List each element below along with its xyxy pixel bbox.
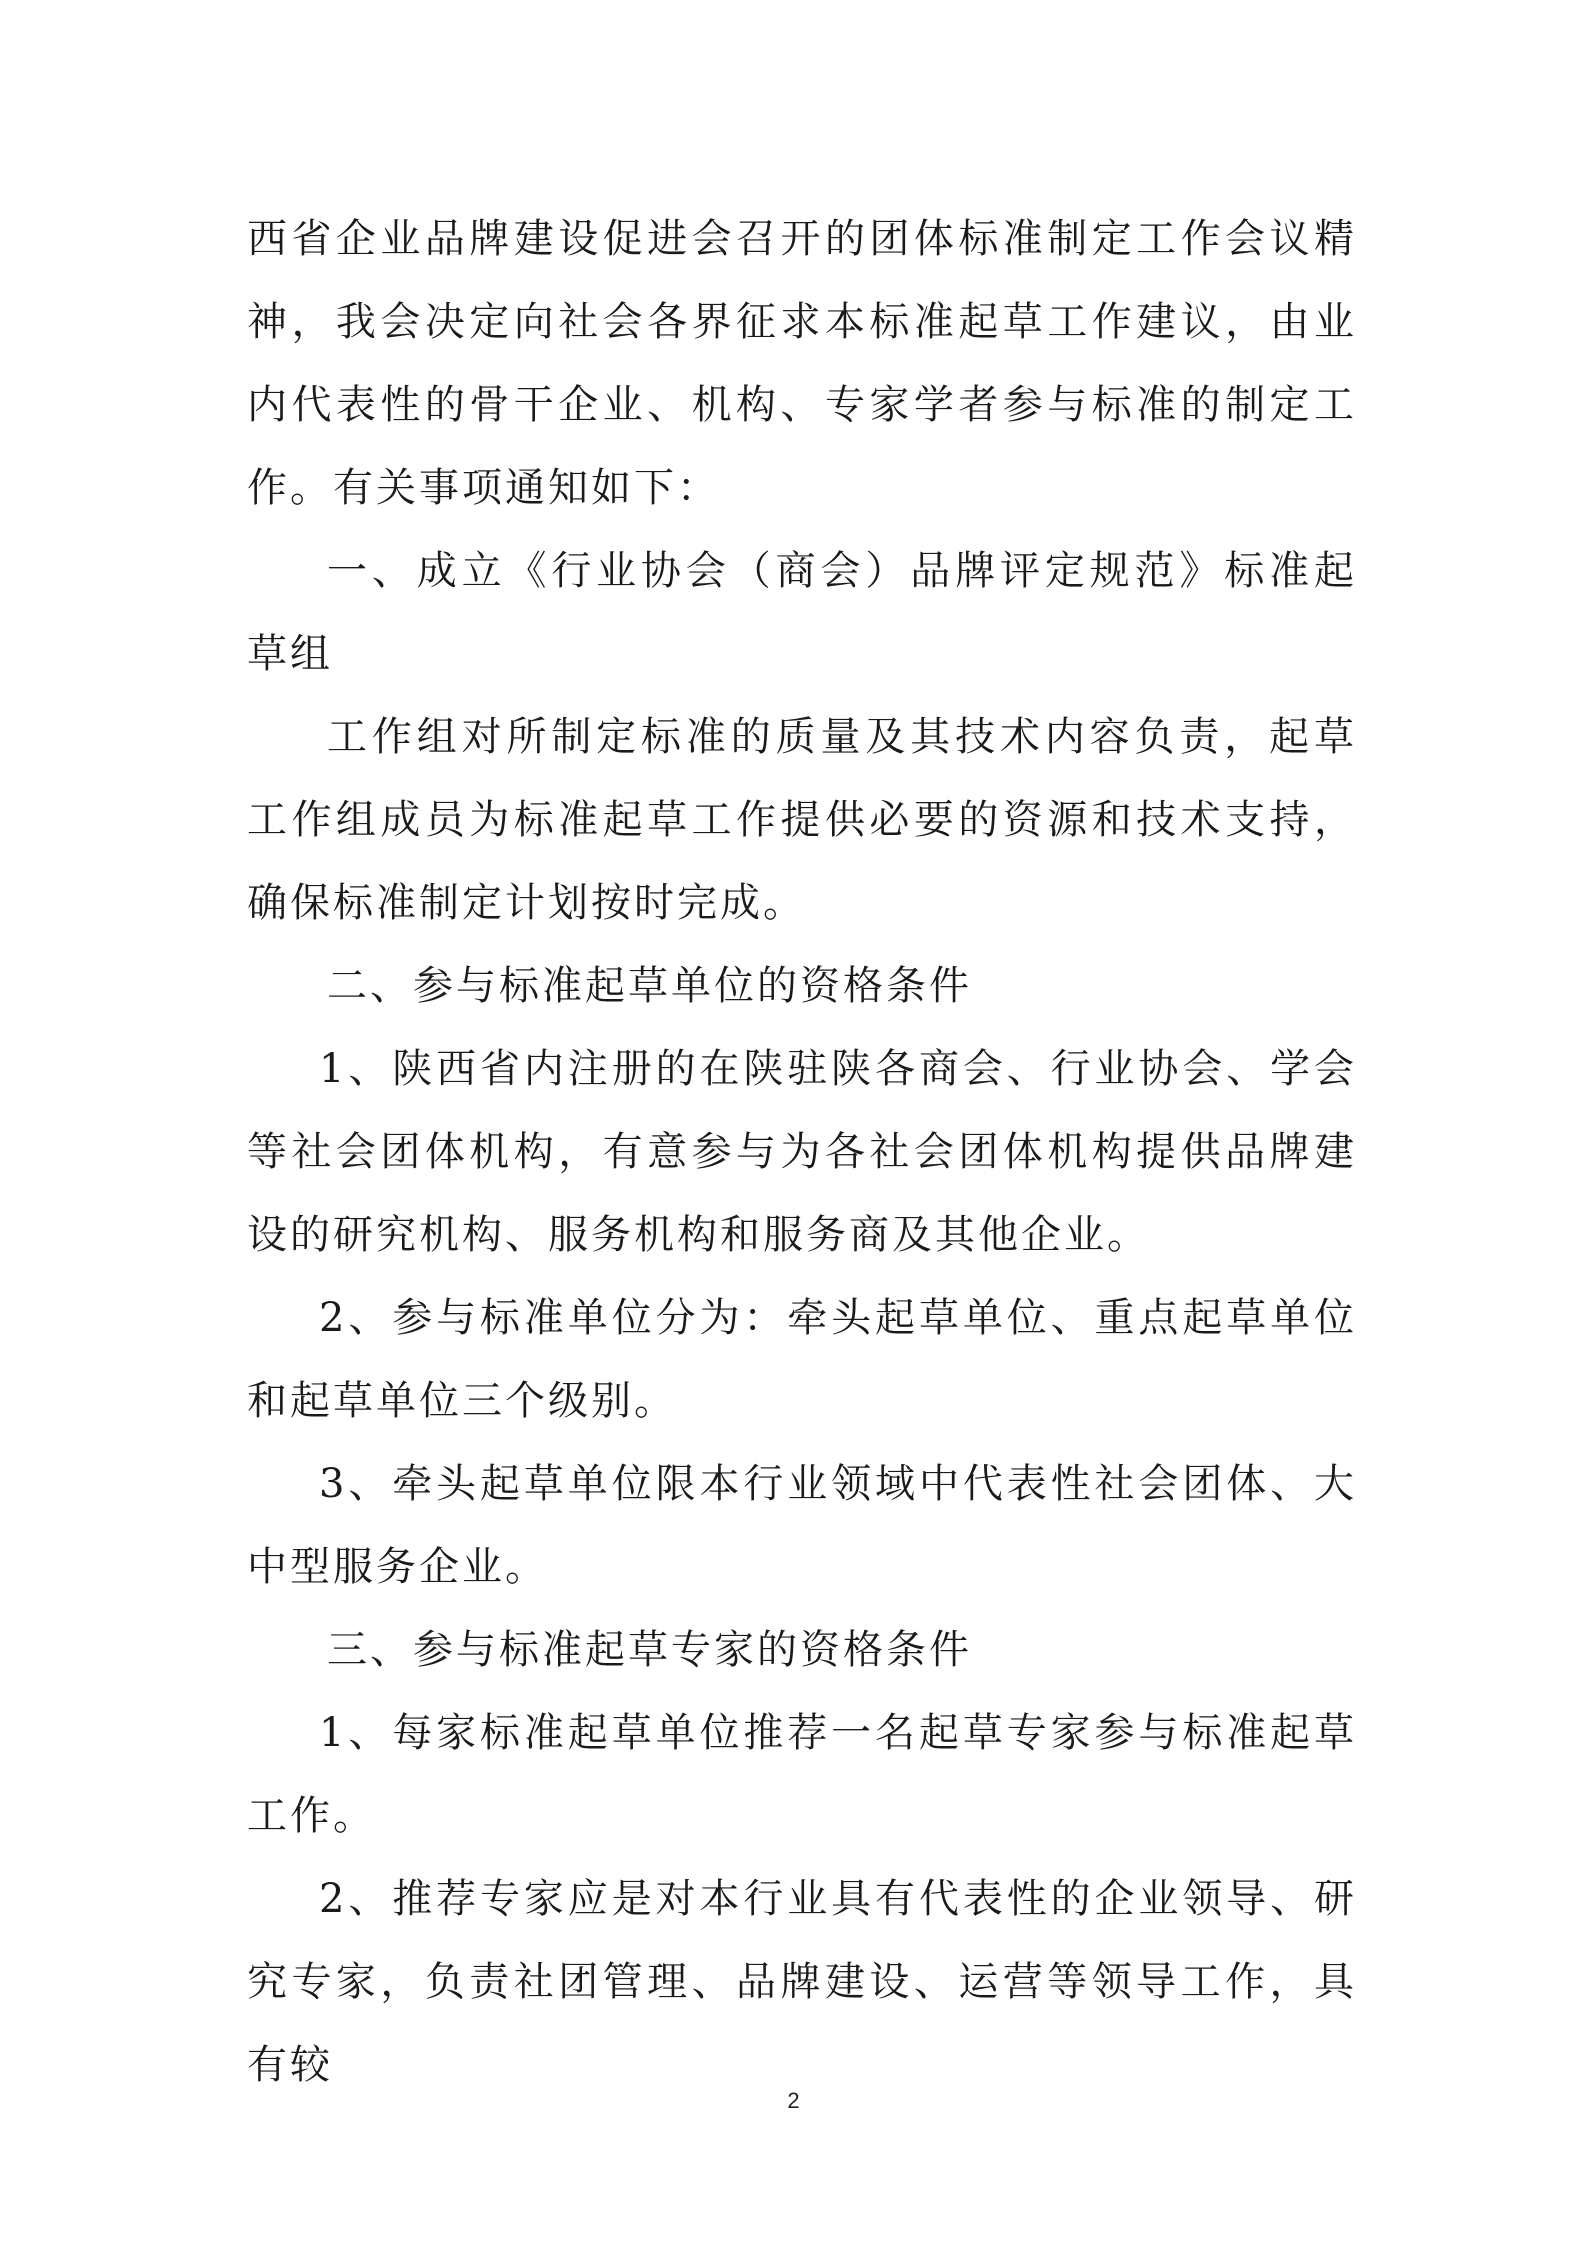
list-item-2-2: 2、参与标准单位分为：牵头起草单位、重点起草单位和起草单位三个级别。: [247, 1295, 1357, 1424]
section-heading-2: 二、参与标准起草单位的资格条件: [327, 963, 972, 1009]
page-number: 2: [787, 2088, 800, 2113]
list-item-3-1: 1、每家标准起草单位推荐一名起草专家参与标准起草工作。: [247, 1710, 1357, 1839]
section-heading-1: 一、成立《行业协会（商会）品牌评定规范》标准起草组: [247, 548, 1357, 677]
paragraph-section-1: 工作组对所制定标准的质量及其技术内容负责，起草工作组成员为标准起草工作提供必要的资源和技术支持，确保标准制定计划按时完成。: [247, 714, 1357, 926]
paragraph-intro: 西省企业品牌建设促进会召开的团体标准制定工作会议精神，我会决定向社会各界征求本标准起草工作建议，由业内代表性的骨干企业、机构、专家学者参与标准的制定工作。有关事项通知如下：: [247, 216, 1357, 511]
section-heading-3: 三、参与标准起草专家的资格条件: [327, 1627, 972, 1673]
document-body: [247, 198, 1357, 2107]
list-item-3-2: 2、推荐专家应是对本行业具有代表性的企业领导、研究专家，负责社团管理、品牌建设、运营等领导工作，具有较: [247, 1876, 1357, 2088]
list-item-2-3: 3、牵头起草单位限本行业领域中代表性社会团体、大中型服务企业。: [247, 1461, 1357, 1590]
list-item-2-1: 1、陕西省内注册的在陕驻陕各商会、行业协会、学会等社会团体机构，有意参与为各社会团体机构提供品牌建设的研究机构、服务机构和服务商及其他企业。: [247, 1046, 1357, 1258]
